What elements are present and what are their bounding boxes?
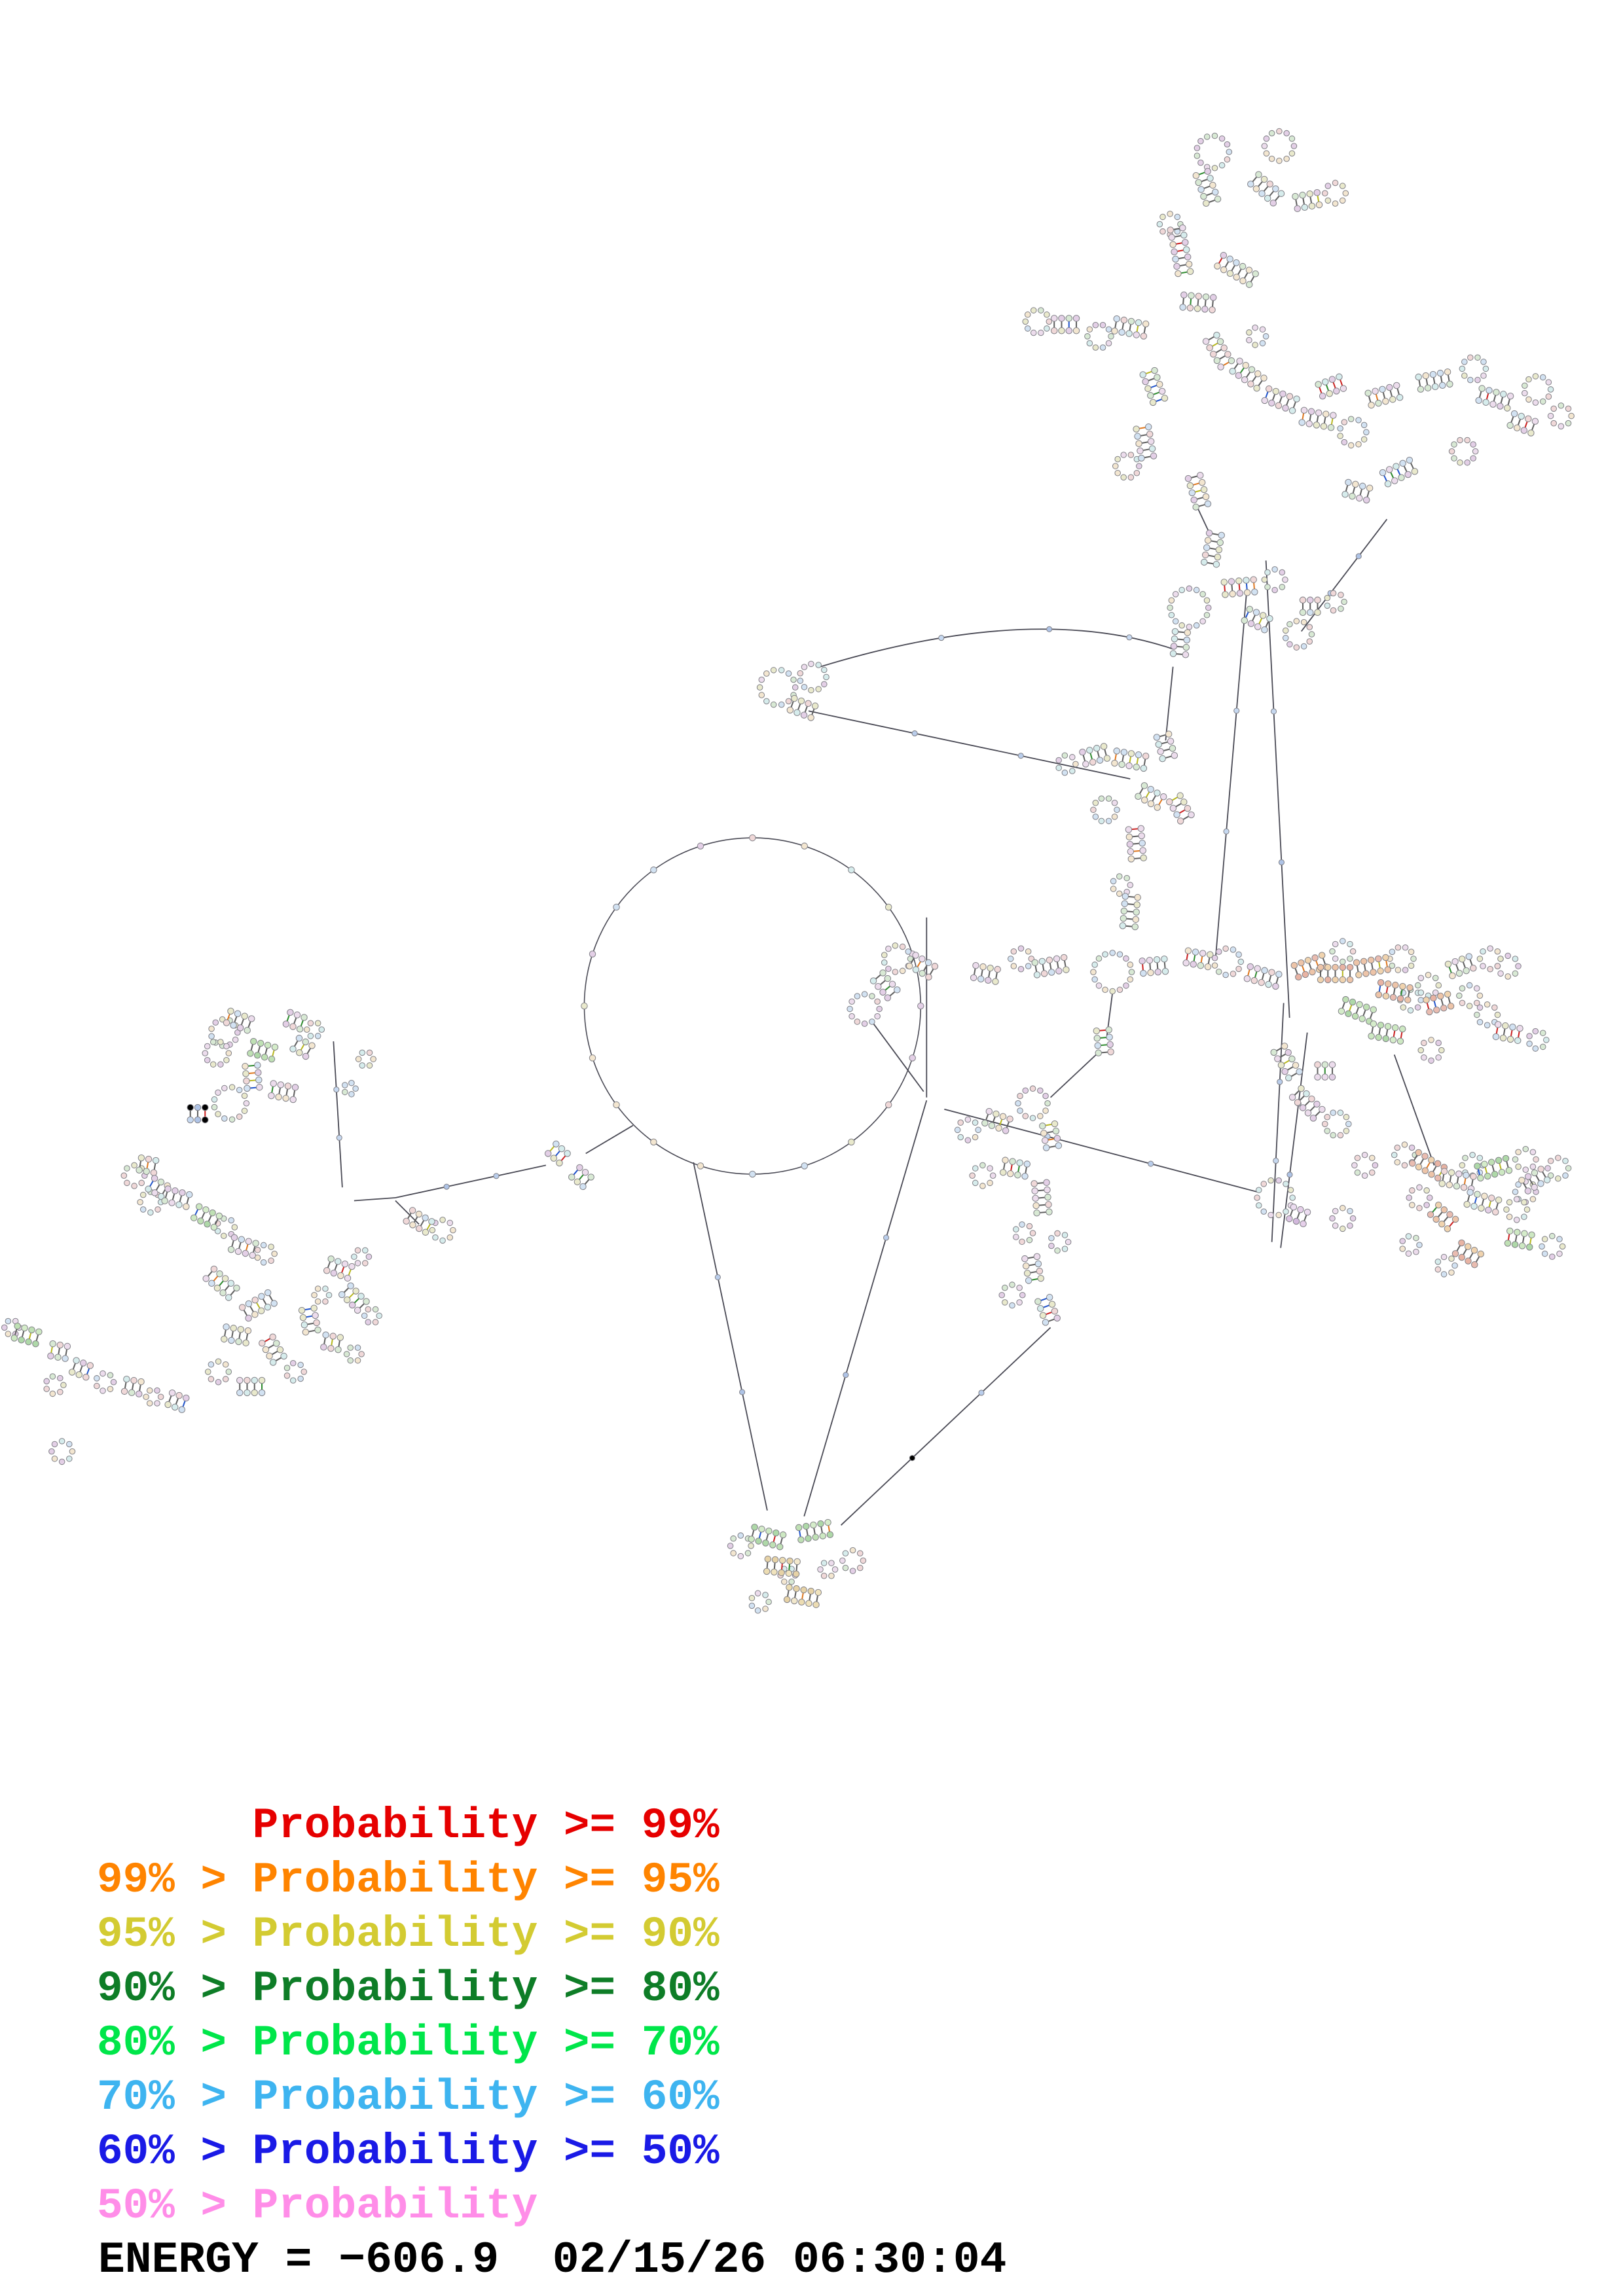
legend-row-p99: Probability >= 99% [97, 1801, 720, 1850]
legend-row-p80: 90% > Probability >= 80% [97, 1964, 720, 2013]
legend-row-p90: 95% > Probability >= 90% [97, 1910, 720, 1959]
legend-row-p70: 80% > Probability >= 70% [97, 2018, 720, 2068]
legend-row-p60: 70% > Probability >= 60% [97, 2073, 720, 2122]
legend-row-plt50: 50% > Probability [97, 2181, 538, 2231]
legend-row-p50: 60% > Probability >= 50% [97, 2127, 720, 2176]
energy-timestamp-line: ENERGY = −606.9 02/15/26 06:30:04 [98, 2235, 1007, 2286]
probability-legend [97, 1799, 720, 2233]
legend-row-p95: 99% > Probability >= 95% [97, 1856, 720, 1905]
